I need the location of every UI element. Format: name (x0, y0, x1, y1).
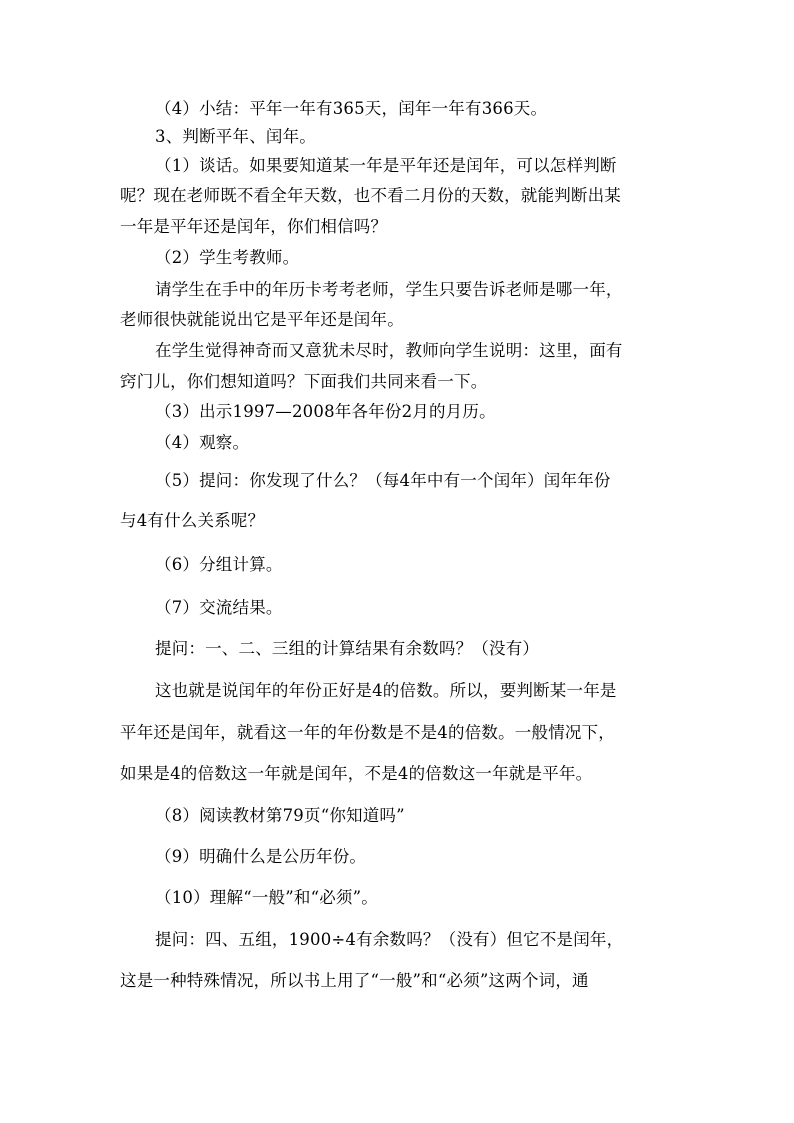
text-line: （7）交流结果。 (155, 598, 283, 617)
text-line: 窍门儿，你们想知道吗？下面我们共同来看一下。 (120, 372, 488, 391)
text-line: （5）提问：你发现了什么？（每4年中有一个闰年）闰年年份 (155, 471, 611, 490)
text-line: （6）分组计算。 (155, 555, 283, 574)
text-line: （2）学生考教师。 (155, 248, 300, 267)
text-line: （8）阅读教材第79页“你知道吗” (155, 806, 405, 825)
text-line: 如果是4的倍数这一年就是闰年，不是4的倍数这一年就是平年。 (120, 764, 593, 783)
text-line: 与4有什么关系呢？ (120, 511, 265, 530)
text-line: 这是一种特殊情况，所以书上用了“一般”和“必须”这两个词，通 (120, 971, 589, 990)
text-line: （3）出示1997—2008年各年份2月的月历。 (155, 402, 496, 421)
text-line: 一年是平年还是闰年，你们相信吗？ (120, 217, 388, 236)
text-line: 提问：一、二、三组的计算结果有余数吗？（没有） (155, 639, 540, 658)
text-line: 3、判断平年、闰年。 (155, 127, 316, 146)
text-line: 在学生觉得神奇而又意犹未尽时，教师向学生说明：这里，面有 (155, 341, 623, 360)
text-line: （10）理解“一般”和“必须”。 (155, 888, 378, 907)
text-line: 请学生在手中的年历卡考考老师，学生只要告诉老师是哪一年， (155, 280, 623, 299)
text-line: 老师很快就能说出它是平年还是闰年。 (120, 310, 404, 329)
text-line: （4）小结：平年一年有365天，闰年一年有366天。 (155, 99, 548, 118)
text-line: （9）明确什么是公历年份。 (155, 847, 367, 866)
text-line: 这也就是说闰年的年份正好是4的倍数。所以，要判断某一年是 (155, 681, 617, 700)
text-line: 提问：四、五组，1900÷4有余数吗？（没有）但它不是闰年， (155, 930, 624, 949)
text-line: 呢？现在老师既不看全年天数，也不看二月份的天数，就能判断出某 (120, 186, 621, 205)
text-line: （4）观察。 (155, 433, 250, 452)
text-line: 平年还是闰年，就看这一年的年份数是不是4的倍数。一般情况下， (120, 723, 615, 742)
text-line: （1）谈话。如果要知道某一年是平年还是闰年，可以怎样判断 (155, 156, 617, 175)
